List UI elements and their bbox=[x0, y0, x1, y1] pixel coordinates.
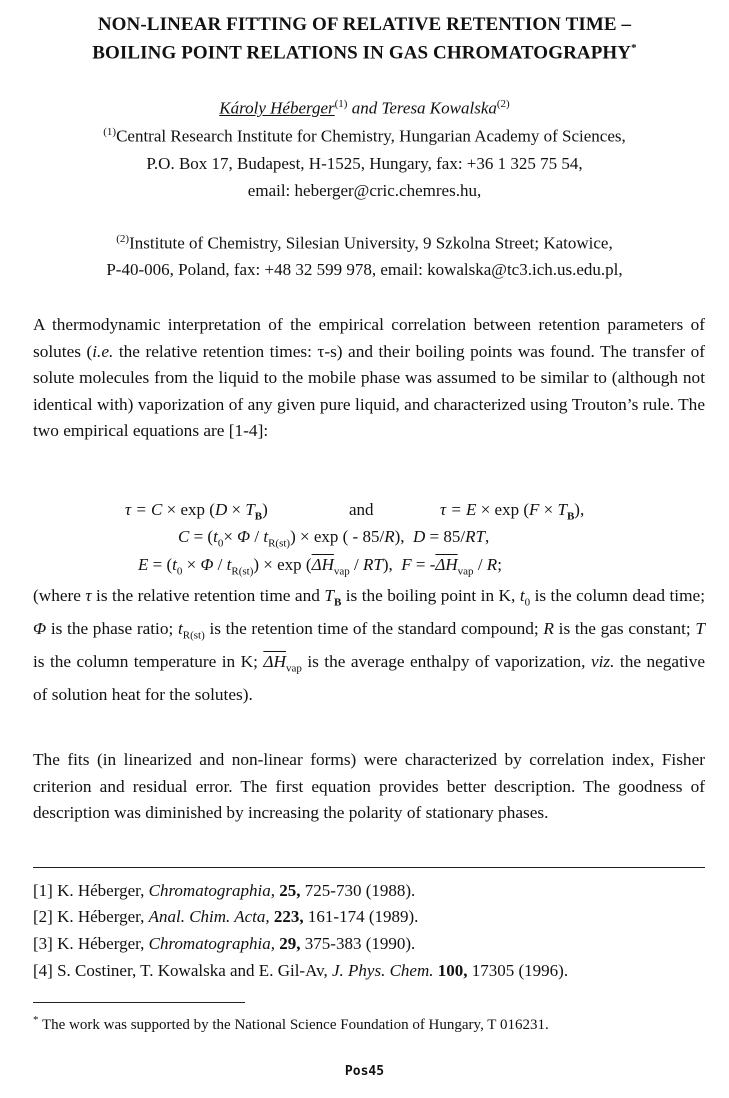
reference-number: [3] bbox=[33, 934, 53, 953]
author-2-sup: (2) bbox=[496, 98, 510, 110]
affiliation-2-line-2: P-40-006, Poland, fax: +48 32 599 978, email: kowalska@tc3.ich.us.edu.pl, bbox=[106, 260, 623, 279]
author-1: Károly Héberger bbox=[219, 98, 335, 118]
reference-item bbox=[33, 961, 568, 981]
where-paragraph: (where τ is the relative retention time and $T_B$ is the boiling point in K, $t_0$ is the column dead time; Φ is the phase ratio; $t_{R(st)}$ is the retention time of the standard compound; R is the gas constant; T is the column temperature in K; $\overline{\Delta H}_{vap}$ is the average enthalpy of vaporization, viz. the negative of solution heat for the solutes). bbox=[33, 586, 706, 704]
reference-journal: J. Phys. Chem. bbox=[331, 961, 434, 980]
affiliation-1-sup: (1) bbox=[103, 126, 117, 138]
references-divider bbox=[33, 867, 705, 868]
reference-pages: 725-730 (1988). bbox=[300, 881, 416, 900]
equation-4: $E = (t_0 \times \Phi / t_{R(st)}) \times \exp (\overline{\Delta H}_{vap} / RT)$, $F = -\overline{\Delta H}_{vap} / R$; bbox=[138, 555, 502, 578]
equation-2: $\tau = E \times \exp (F \times T_B)$, bbox=[440, 500, 585, 523]
title-line-2-text: BOILING POINT RELATIONS IN GAS CHROMATOGRAPHY bbox=[92, 42, 632, 64]
affiliation-1-line-3: email: heberger@cric.chemres.hu, bbox=[247, 181, 482, 200]
reference-volume: 223, bbox=[269, 907, 304, 926]
footnote-divider bbox=[33, 1002, 245, 1003]
page-label: Pos45 bbox=[344, 1064, 385, 1079]
affiliation-2-sup: (2) bbox=[116, 233, 130, 245]
reference-volume: 29, bbox=[275, 934, 301, 953]
reference-journal: Chromatographia, bbox=[148, 934, 276, 953]
reference-journal: Chromatographia, bbox=[148, 881, 276, 900]
abstract-paragraph-2: The fits (in linearized and non-linear forms) were characterized by correlation index, Fisher criterion and residual error. The first equation provides better description. The goodness of description was diminished by increasing the polarity of stationary phases. bbox=[33, 750, 705, 822]
equation-3: $C = (t_0\times \Phi / t_{R(st)}) \times \exp$ ( - 85/R), D = 85/RT, bbox=[178, 527, 490, 550]
reference-volume: 25, bbox=[275, 881, 301, 900]
reference-authors: K. Héberger, bbox=[57, 907, 149, 926]
reference-pages: 375-383 (1990). bbox=[300, 934, 416, 953]
reference-authors: K. Héberger, bbox=[57, 934, 149, 953]
title-line-1: NON-LINEAR FITTING OF RELATIVE RETENTION TIME – bbox=[97, 14, 632, 35]
footnote-mark: * bbox=[33, 1014, 39, 1026]
footnote-text: The work was supported by the National Science Foundation of Hungary, T 016231. bbox=[38, 1017, 549, 1033]
reference-pages: 161-174 (1989). bbox=[303, 907, 419, 926]
footnote bbox=[33, 1014, 549, 1034]
reference-authors: S. Costiner, T. Kowalska and E. Gil-Av, bbox=[57, 961, 332, 980]
abstract-p1-end: the relative retention times: τ-s) and their boiling points was found. The transfer of solute molecules from the liquid to the mobile phase was assumed to be similar to (although not identical with) vaporization of any given pure liquid, and characterized using Trouton’s rule. The two empirical equations are [1-4]: bbox=[33, 341, 705, 440]
authors bbox=[0, 98, 729, 119]
author-2: Teresa Kowalska bbox=[381, 98, 497, 118]
reference-number: [2] bbox=[33, 907, 53, 926]
reference-item bbox=[33, 881, 415, 901]
author-and: and bbox=[347, 98, 382, 118]
affiliation-1-line-1 bbox=[0, 126, 729, 147]
equation-1: $\tau = C \times \exp (D \times T_B)$ bbox=[125, 500, 268, 523]
affiliation-2-text-1: Institute of Chemistry, Silesian University, 9 Szkolna Street; Katowice, bbox=[129, 233, 613, 253]
author-1-sup: (1) bbox=[334, 98, 348, 110]
title-line-2 bbox=[0, 42, 729, 64]
reference-pages: 17305 (1996). bbox=[467, 961, 569, 980]
reference-number: [1] bbox=[33, 881, 53, 900]
reference-journal: Anal. Chim. Acta, bbox=[148, 907, 270, 926]
abstract-p1-start: A thermodynamic interpretation of the empirical correlation between retention parameters of solutes ( bbox=[33, 315, 705, 361]
reference-item bbox=[33, 934, 415, 954]
equation-and: and bbox=[349, 500, 374, 519]
affiliation-1-line-2: P.O. Box 17, Budapest, H-1525, Hungary, fax: +36 1 325 75 54, bbox=[146, 154, 583, 173]
affiliation-1-text-1: Central Research Institute for Chemistry, Hungarian Academy of Sciences, bbox=[116, 126, 626, 146]
reference-number: [4] bbox=[33, 961, 53, 980]
reference-item bbox=[33, 907, 418, 927]
abstract-paragraph-1 bbox=[33, 312, 705, 445]
abstract-p1-ie: i.e. bbox=[92, 341, 114, 361]
title-footnote-mark: * bbox=[631, 42, 637, 54]
affiliation-2-line-1 bbox=[0, 233, 729, 254]
reference-authors: K. Héberger, bbox=[57, 881, 149, 900]
reference-volume: 100, bbox=[433, 961, 468, 980]
